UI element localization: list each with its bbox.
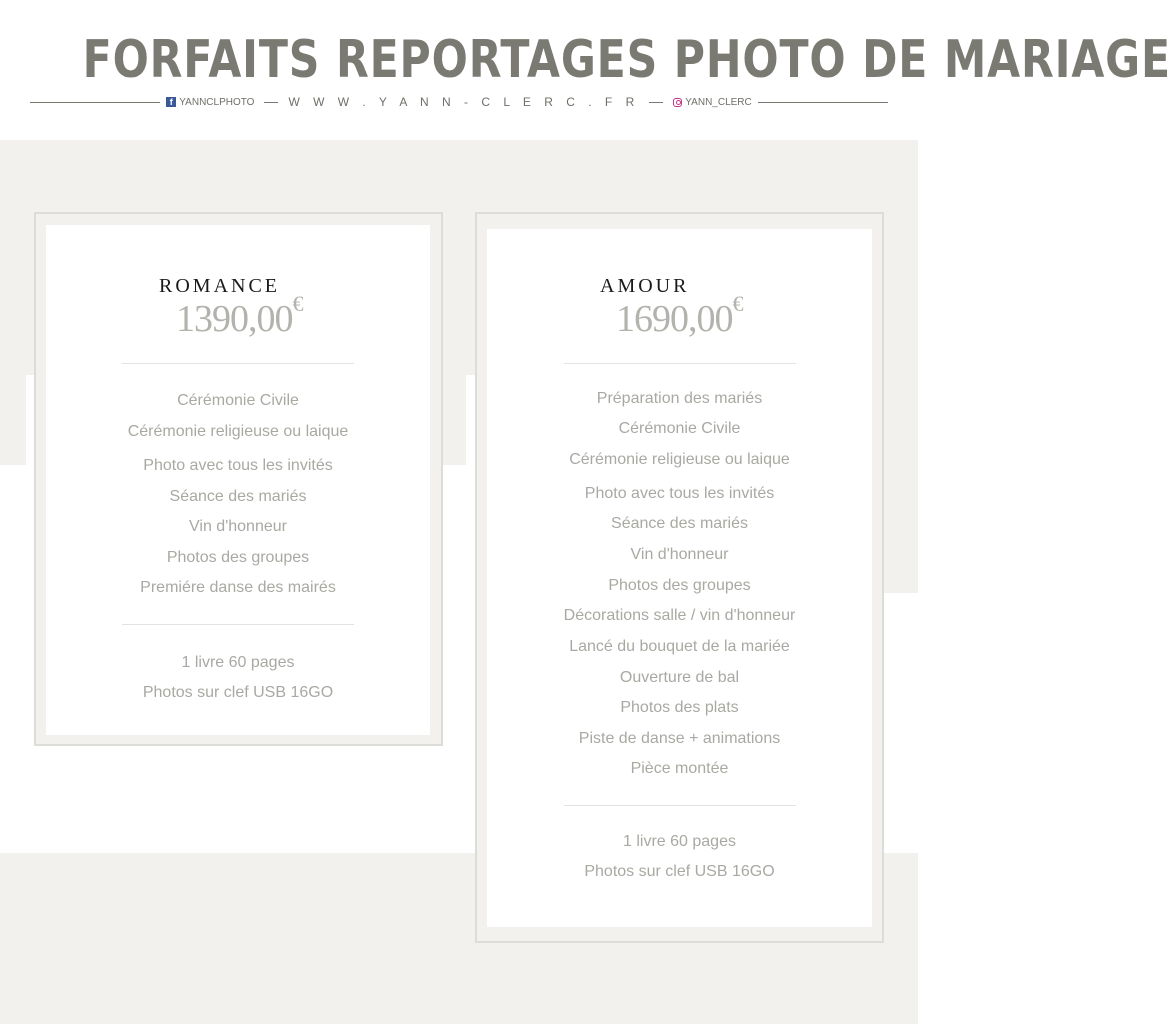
separator bbox=[564, 805, 796, 806]
service-item: Lancé du bouquet de la mariée bbox=[569, 638, 790, 655]
service-item: Pièce montée bbox=[630, 760, 729, 777]
service-item: Séance des mariés bbox=[169, 488, 307, 505]
package-card-amour bbox=[487, 229, 872, 927]
facebook-link[interactable] bbox=[166, 97, 254, 108]
facebook-icon: f bbox=[166, 97, 176, 107]
package-price bbox=[176, 291, 303, 341]
extra-item: 1 livre 60 pages bbox=[623, 833, 736, 850]
separator bbox=[564, 363, 796, 364]
package-card-romance bbox=[46, 225, 430, 735]
dash-divider bbox=[264, 102, 278, 103]
currency-symbol: € bbox=[732, 291, 743, 316]
package-name: AMOUR bbox=[600, 275, 690, 297]
service-item: Décorations salle / vin d'honneur bbox=[563, 607, 796, 624]
service-item: Séance des mariés bbox=[611, 515, 748, 532]
instagram-handle: YANN_CLERC bbox=[685, 96, 752, 108]
background-band-left bbox=[0, 375, 26, 465]
service-item: Préparation des mariés bbox=[596, 390, 763, 407]
extra-item: Photos sur clef USB 16GO bbox=[142, 684, 334, 701]
facebook-handle: YANNCLPHOTO bbox=[179, 96, 255, 108]
instagram-link[interactable] bbox=[673, 97, 752, 108]
package-price bbox=[616, 291, 743, 341]
service-item: Photos des groupes bbox=[608, 577, 751, 594]
service-item: Ouverture de bal bbox=[619, 669, 740, 686]
service-item: Cérémonie Civile bbox=[618, 420, 741, 437]
package-name: ROMANCE bbox=[159, 275, 281, 297]
separator bbox=[122, 363, 354, 364]
service-item: Cérémonie religieuse ou laique bbox=[569, 451, 790, 468]
service-item: Premiére danse des mairés bbox=[140, 579, 336, 596]
currency-symbol: € bbox=[292, 291, 303, 316]
rule-right bbox=[758, 102, 888, 103]
price-value: 1390,00 bbox=[176, 298, 293, 340]
separator bbox=[122, 624, 354, 625]
service-item: Vin d'honneur bbox=[189, 518, 287, 535]
page-title: FORFAITS REPORTAGES PHOTO DE MARIAGE bbox=[82, 30, 1171, 90]
service-item: Photo avec tous les invités bbox=[584, 485, 775, 502]
extra-item: Photos sur clef USB 16GO bbox=[584, 863, 775, 880]
extra-item: 1 livre 60 pages bbox=[181, 654, 295, 671]
service-item: Photos des groupes bbox=[166, 549, 310, 566]
dash-divider bbox=[649, 102, 663, 103]
service-item: Piste de danse + animations bbox=[578, 730, 781, 747]
contact-line bbox=[30, 93, 888, 111]
service-item: Cérémonie religieuse ou laique bbox=[127, 423, 349, 440]
rule-left bbox=[30, 102, 160, 103]
service-item: Photos des plats bbox=[620, 699, 739, 716]
website-link[interactable]: W W W . Y A N N - C L E R C . F R bbox=[288, 95, 640, 109]
service-item: Vin d'honneur bbox=[630, 546, 729, 563]
service-item: Photo avec tous les invités bbox=[143, 457, 333, 474]
instagram-icon bbox=[673, 98, 682, 107]
price-value: 1690,00 bbox=[616, 298, 733, 340]
service-item: Cérémonie Civile bbox=[177, 392, 299, 409]
